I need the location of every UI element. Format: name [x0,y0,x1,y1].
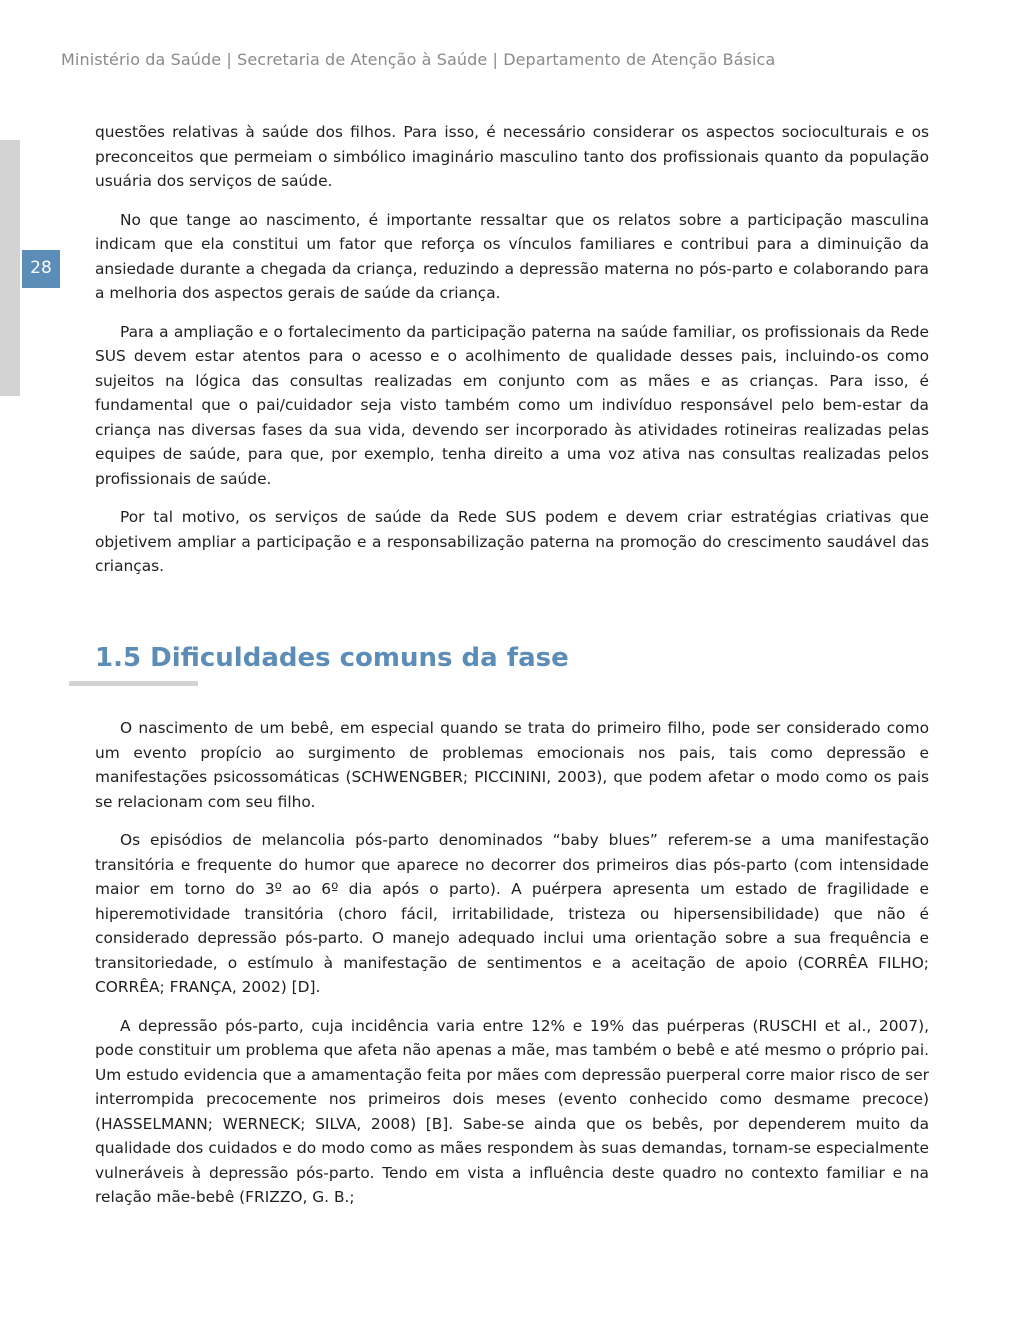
paragraph: Por tal motivo, os serviços de saúde da Rede SUS podem e devem criar estratégias criativas que objetivem ampliar a participação e a responsabilização paterna na promoção do crescimento saudável das crianças. [95,508,929,575]
side-margin-bar [0,140,20,396]
heading-underline [69,681,198,686]
page-number: 28 [22,250,60,288]
body-text-before-section [95,120,929,593]
paragraph: Os episódios de melancolia pós-parto denominados “baby blues” referem-se a uma manifestação transitória e frequente do humor que aparece no decorrer dos primeiros dias pós-parto (com intensidade maior em torno do 3º ao 6º dia após o parto). A puérpera apresenta um estado de fragilidade e hiperemotividade transitória (choro fácil, irritabilidade, tristeza ou hipersensibilidade) que não é considerado depressão pós-parto. O manejo adequado inclui uma orientação sobre a sua frequência e transitoriedade, o estímulo à manifestação de sentimentos e a aceitação de apoio (CORRÊA FILHO; CORRÊA; FRANÇA, 2002) [D]. [95,831,929,996]
running-header: Ministério da Saúde | Secretaria de Atenção à Saúde | Departamento de Atenção Básica [61,50,776,69]
paragraph: Para a ampliação e o fortalecimento da participação paterna na saúde familiar, os profissionais da Rede SUS devem estar atentos para o acesso e o acolhimento de qualidade desses pais, incluindo-os como sujeitos na lógica das consultas realizadas em conjunto com as mães e as crianças. Para isso, é fundamental que o pai/cuidador seja visto também como um indivíduo responsável pelo bem-estar da criança nas diversas fases da sua vida, devendo ser incorporado às atividades rotineiras realizadas pelas equipes de saúde, para que, por exemplo, tenha direito a uma voz ativa nas consultas realizadas pelos profissionais de saúde. [95,322,929,488]
paragraph: questões relativas à saúde dos filhos. Para isso, é necessário considerar os aspectos socioculturais e os preconceitos que permeiam o simbólico imaginário masculino tanto dos profissionais quanto da população usuária dos serviços de saúde. [95,123,929,190]
paragraph: No que tange ao nascimento, é importante ressaltar que os relatos sobre a participação masculina indicam que ela constitui um fator que reforça os vínculos familiares e contribui para a diminuição da ansiedade durante a chegada da criança, reduzindo a depressão materna no pós-parto e colaborando para a melhoria dos aspectos gerais de saúde da criança. [95,210,929,302]
body-text-section [95,716,929,1224]
section-heading: 1.5 Dificuldades comuns da fase [95,643,569,673]
paragraph: A depressão pós-parto, cuja incidência varia entre 12% e 19% das puérperas (RUSCHI et al., 2007), pode constituir um problema que afeta não apenas a mãe, mas também o bebê e até mesmo o próprio pai. Um estudo evidencia que a amamentação feita por mães com depressão puerperal corre maior risco de ser interrompida precocemente nos primeiros dois meses (evento conhecido como desmame precoce) (HASSELMANN; WERNECK; SILVA, 2008) [B]. Sabe-se ainda que os bebês, por dependerem muito da qualidade dos cuidados e do modo como as mães respondem às suas demandas, tornam-se especialmente vulneráveis à depressão pós-parto. Tendo em vista a influência deste quadro no contexto familiar e na relação mãe-bebê (FRIZZO, G. B.; [95,1016,929,1206]
paragraph: O nascimento de um bebê, em especial quando se trata do primeiro filho, pode ser considerado como um evento propício ao surgimento de problemas emocionais nos pais, tais como depressão e manifestações psicossomáticas (SCHWENGBER; PICCININI, 2003), que podem afetar o modo como os pais se relacionam com seu filho. [95,719,929,811]
